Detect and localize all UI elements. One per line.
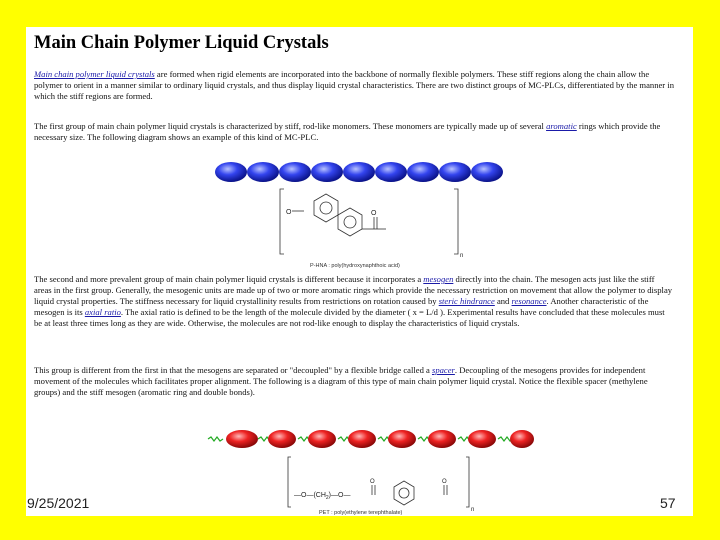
blue-bead bbox=[215, 162, 247, 182]
pet-formula-left: $—O—(CH_2)—O—$ bbox=[294, 492, 351, 501]
red-bead-chain bbox=[226, 430, 534, 448]
red-bead bbox=[510, 430, 534, 448]
paragraph-spacer-group-text-b: . Decoupling of the mesogens provides for independent movement of the molecules which facilitates proper alignment. The following is a diagram of this type of main chain polymer liquid crystal. Notice the flexible spacer (methylene groups) and the stiff mesogen (aromatic ring and double bonds). bbox=[34, 365, 648, 397]
blue-bead bbox=[343, 162, 375, 182]
oxygen-label: O bbox=[286, 209, 292, 216]
p-hna-structure bbox=[280, 189, 458, 254]
blue-bead bbox=[247, 162, 279, 182]
paragraph-spacer-group-text-a: This group is different from the first in that the mesogens are separated or "decoupled" by a flexible bridge called a bbox=[34, 365, 432, 375]
paragraph-second-group-text-e: . The axial ratio is defined to be the length of the molecule divided by the diameter ( x = L/d ). Experimental results have concluded that these molecules must be at least three times long as they are wide. Otherwise, the molecules are not rod-like enough to display the characteristics of liquid crystals. bbox=[34, 306, 665, 328]
blue-bead bbox=[407, 162, 439, 182]
blue-bead bbox=[439, 162, 471, 182]
blue-bead-chain bbox=[215, 162, 503, 182]
pet-carbonyl-oxygen-1: O bbox=[370, 479, 375, 485]
paragraph-spacer-group bbox=[34, 365, 674, 398]
repeat-subscript: n bbox=[460, 253, 464, 259]
link-mesogen[interactable]: mesogen bbox=[423, 274, 454, 284]
diagram-rigid-rod-polymer bbox=[214, 159, 504, 284]
paragraph-second-group-text-a: The second and more prevalent group of main chain polymer liquid crystals is different because it incorporates a bbox=[34, 274, 424, 284]
blue-bead bbox=[279, 162, 311, 182]
slide-page-number: 57 bbox=[660, 495, 676, 511]
red-bead bbox=[348, 430, 376, 448]
slide-date: 9/25/2021 bbox=[27, 495, 90, 511]
red-bead bbox=[308, 430, 336, 448]
link-spacer[interactable]: spacer bbox=[431, 365, 455, 375]
paragraph-intro bbox=[34, 69, 674, 102]
diagram2-caption: PET : poly(ethylene terephthalate) bbox=[319, 510, 403, 516]
page-title: Main Chain Polymer Liquid Crystals bbox=[34, 33, 329, 53]
pet-carbonyl-oxygen-2: O bbox=[442, 479, 447, 485]
blue-bead bbox=[375, 162, 407, 182]
blue-bead bbox=[311, 162, 343, 182]
blue-bead bbox=[471, 162, 503, 182]
link-main-chain-plc[interactable]: Main chain polymer liquid crystals bbox=[34, 69, 155, 79]
link-axial-ratio[interactable]: axial ratio bbox=[84, 306, 121, 317]
paragraph-second-group-text-b: directly into the chain. The mesogen acts just like the stiff areas in the first group. Generally, the mesogenic units are made up of two or more aromatic rings which provide the necessary restriction on movement that allow the polymer to display liquid crystal properties. The stiffness necessary for liquid crystallinity results from restrictions on rotation caused by bbox=[34, 274, 673, 306]
document-page bbox=[26, 27, 693, 516]
paragraph-first-group-text-a: The first group of main chain polymer liquid crystals is characterized by stiff, rod-like monomers. These monomers are typically made up of several bbox=[34, 121, 547, 131]
carbonyl-oxygen-label: O bbox=[371, 210, 377, 217]
paragraph-intro-text: are formed when rigid elements are incorporated into the backbone of normally flexible polymers. These stiff regions along the chain allow the polymer to orient in a manner similar to ordinary liquid crystals, and thus display liquid crystal characteristics. There are two distinct groups of MC-PLCs, differentiated by the manner in which the stiff regions are formed. bbox=[34, 69, 675, 101]
red-bead bbox=[226, 430, 258, 448]
paragraph-second-group bbox=[34, 274, 674, 329]
link-resonance[interactable]: resonance bbox=[511, 295, 547, 306]
paragraph-second-group-text-c: and bbox=[494, 295, 512, 306]
paragraph-second-group-text-d: . Another characteristic of the mesogen is its bbox=[34, 295, 649, 317]
diagram1-caption: P-HNA : poly(hydroxynaphthoic acid) bbox=[310, 263, 400, 269]
paragraph-first-group bbox=[34, 121, 674, 143]
red-bead bbox=[388, 430, 416, 448]
link-steric-hindrance[interactable]: steric hindrance bbox=[438, 295, 495, 306]
red-bead bbox=[468, 430, 496, 448]
pet-repeat-subscript: n bbox=[471, 507, 475, 513]
red-bead bbox=[428, 430, 456, 448]
link-aromatic[interactable]: aromatic bbox=[546, 121, 577, 131]
diagram-spacer-polymer bbox=[204, 425, 534, 516]
paragraph-first-group-text-b: rings which provide the necessary size. The following diagram shows an example of this kind of MC-PLC. bbox=[34, 121, 661, 142]
red-bead bbox=[268, 430, 296, 448]
